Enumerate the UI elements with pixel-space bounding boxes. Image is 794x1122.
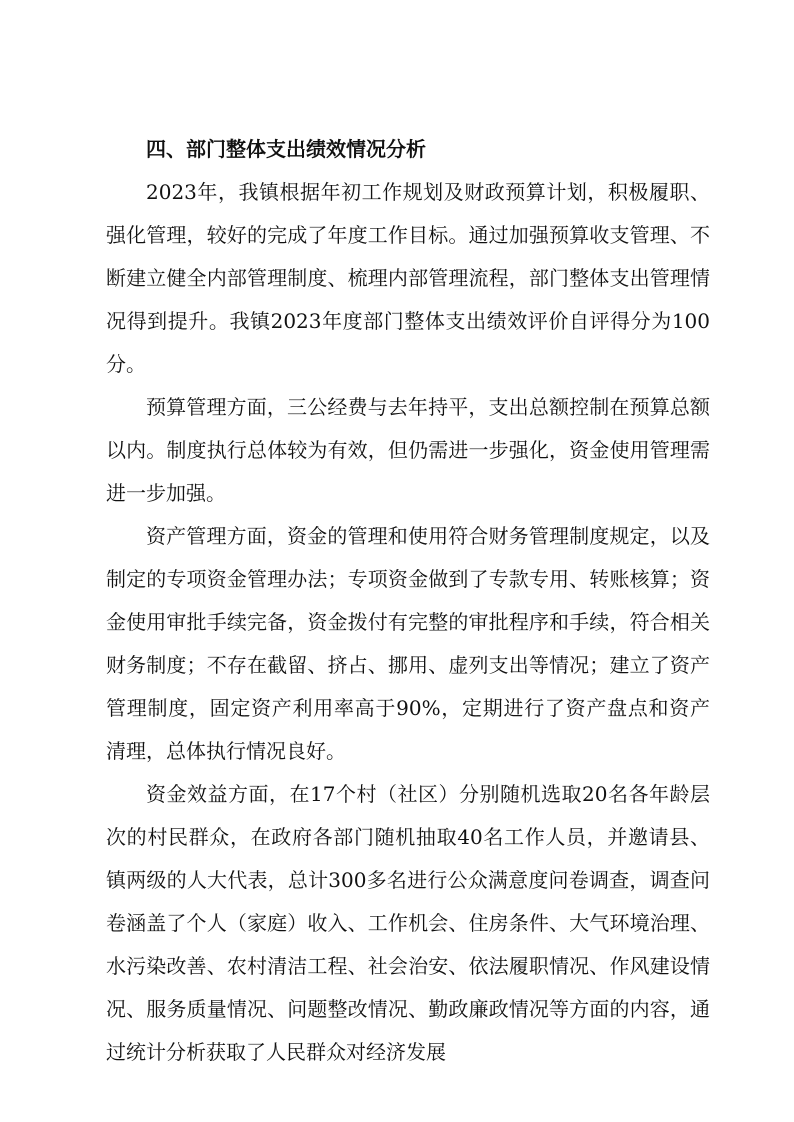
paragraph-fund-benefit: 资金效益方面，在17个村（社区）分别随机选取20名各年龄层次的村民群众，在政府各部门随机抽取40名工作人员，并邀请县、镇两级的人大代表，总计300多名进行公众满意度问卷调查，调查问卷涵盖了个人（家庭）收入、工作机会、住房条件、大气环境治理、水污染改善、农村清洁工程、社会治安、依法履职情况、作风建设情况、服务质量情况、问题整改情况、勤政廉政情况等方面的内容，通过统计分析获取了人民群众对经济发展 <box>106 782 710 1064</box>
section-heading: 四、部门整体支出绩效情况分析 <box>146 137 426 161</box>
paragraph-overview: 2023年，我镇根据年初工作规划及财政预算计划，积极履职、强化管理，较好的完成了年度工作目标。通过加强预算收支管理、不断建立健全内部管理制度、梳理内部管理流程，部门整体支出管理情况得到提升。我镇2023年度部门整体支出绩效评价自评得分为100分。 <box>106 180 710 376</box>
document-body <box>106 127 710 1074</box>
paragraph-asset-management: 资产管理方面，资金的管理和使用符合财务管理制度规定，以及制定的专项资金管理办法；专项资金做到了专款专用、转账核算；资金使用审批手续完备，资金拨付有完整的审批程序和手续，符合相关财务制度；不存在截留、挤占、挪用、虚列支出等情况；建立了资产管理制度，固定资产利用率高于90%，定期进行了资产盘点和资产清理，总体执行情况良好。 <box>106 524 710 763</box>
paragraph-budget-management: 预算管理方面，三公经费与去年持平，支出总额控制在预算总额以内。制度执行总体较为有效，但仍需进一步强化，资金使用管理需进一步加强。 <box>106 395 710 505</box>
